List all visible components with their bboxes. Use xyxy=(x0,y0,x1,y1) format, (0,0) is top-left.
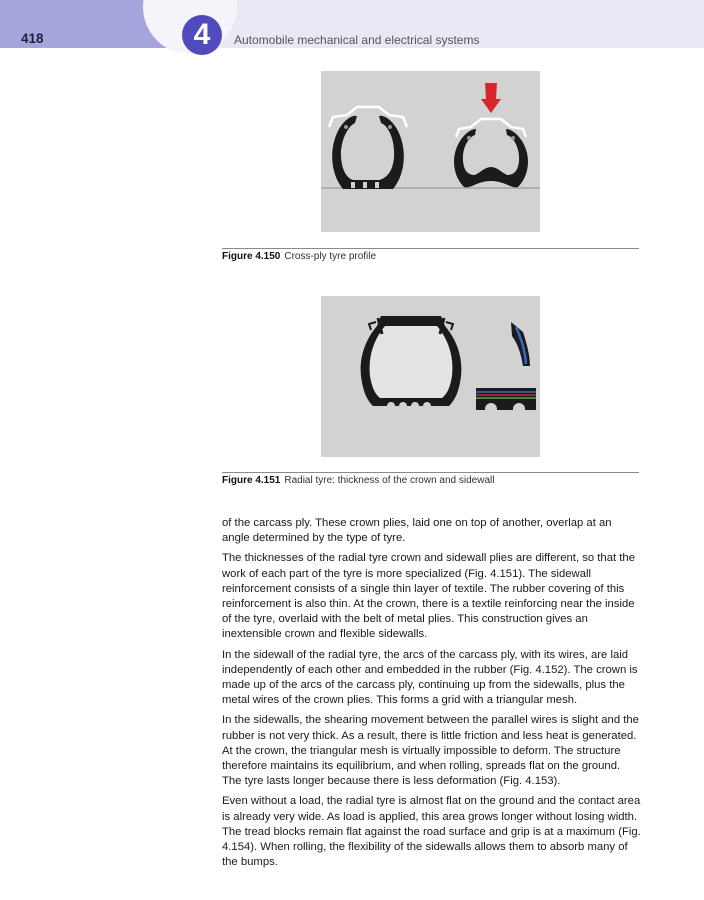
figure-caption xyxy=(222,251,376,262)
paragraph: In the sidewalls, the shearing movement between the parallel wires is slight and the rubber is not very thick. As a result, there is little friction and less heat is generated. At the crown, the triangular mesh is virtually impossible to deform. The structure therefore maintains its equilibrium, and when rolling, spreads flat on the ground. The tyre lasts longer because there is less deformation (Fig. 4.153). xyxy=(222,714,639,788)
running-title: Automobile mechanical and electrical systems xyxy=(234,33,480,47)
figure-label: Figure 4.151 xyxy=(222,475,281,486)
figure-caption xyxy=(222,475,494,486)
figure-rule xyxy=(222,472,639,473)
radial-tyre-section xyxy=(361,316,462,410)
load-arrow-icon xyxy=(481,83,501,113)
figure-label: Figure 4.150 xyxy=(222,251,281,262)
figure-caption-text: Cross-ply tyre profile xyxy=(284,251,377,262)
paragraph: In the sidewall of the radial tyre, the arcs of the carcass ply, with its wires, are laid independently of each other and embedded in the rubber (Fig. 4.152). The crown is made up of the arcs of the carcass ply, continuing up from the sidewalls, plus the metal wires of the crown plies. This forms a grid with a triangular mesh. xyxy=(222,648,638,707)
figure-cross-ply-tyre-profile xyxy=(321,71,540,232)
figure-caption-text: Radial tyre: thickness of the crown and sidewall xyxy=(284,475,495,486)
paragraph: Even without a load, the radial tyre is almost flat on the ground and the contact area is already very wide. As load is applied, this area grows longer without losing width. The tread blocks remain flat against the road surface and grip is at a maximum (Fig. 4.154). When rolling, the flexibility of the sidewalls allows them to absorb many of the bumps. xyxy=(222,795,641,869)
paragraph: The thicknesses of the radial tyre crown and sidewall plies are different, so that the work of each part of the tyre is more specialized (Fig. 4.151). The sidewall reinforcement consists of a single thin layer of textile. The rubber covering of this reinforcement is also thin. At the crown, there is a textile reinforcing near the inside of the tyre, overlaid with the belt of metal plies. This construction gives an inextensible crown and flexible sidewalls. xyxy=(222,552,635,641)
sidewall-detail xyxy=(511,322,530,366)
unloaded-tyre-section xyxy=(329,107,407,189)
body-text xyxy=(222,516,642,875)
figure-rule xyxy=(222,248,639,249)
crown-detail xyxy=(476,388,536,415)
chapter-number-badge: 4 xyxy=(182,15,222,55)
loaded-tyre-section xyxy=(454,83,528,187)
paragraph: of the carcass ply. These crown plies, laid one on top of another, overlap at an angle determined by the type of tyre. xyxy=(222,517,612,545)
figure-radial-tyre-thickness xyxy=(321,296,540,457)
page-number: 418 xyxy=(21,31,44,46)
